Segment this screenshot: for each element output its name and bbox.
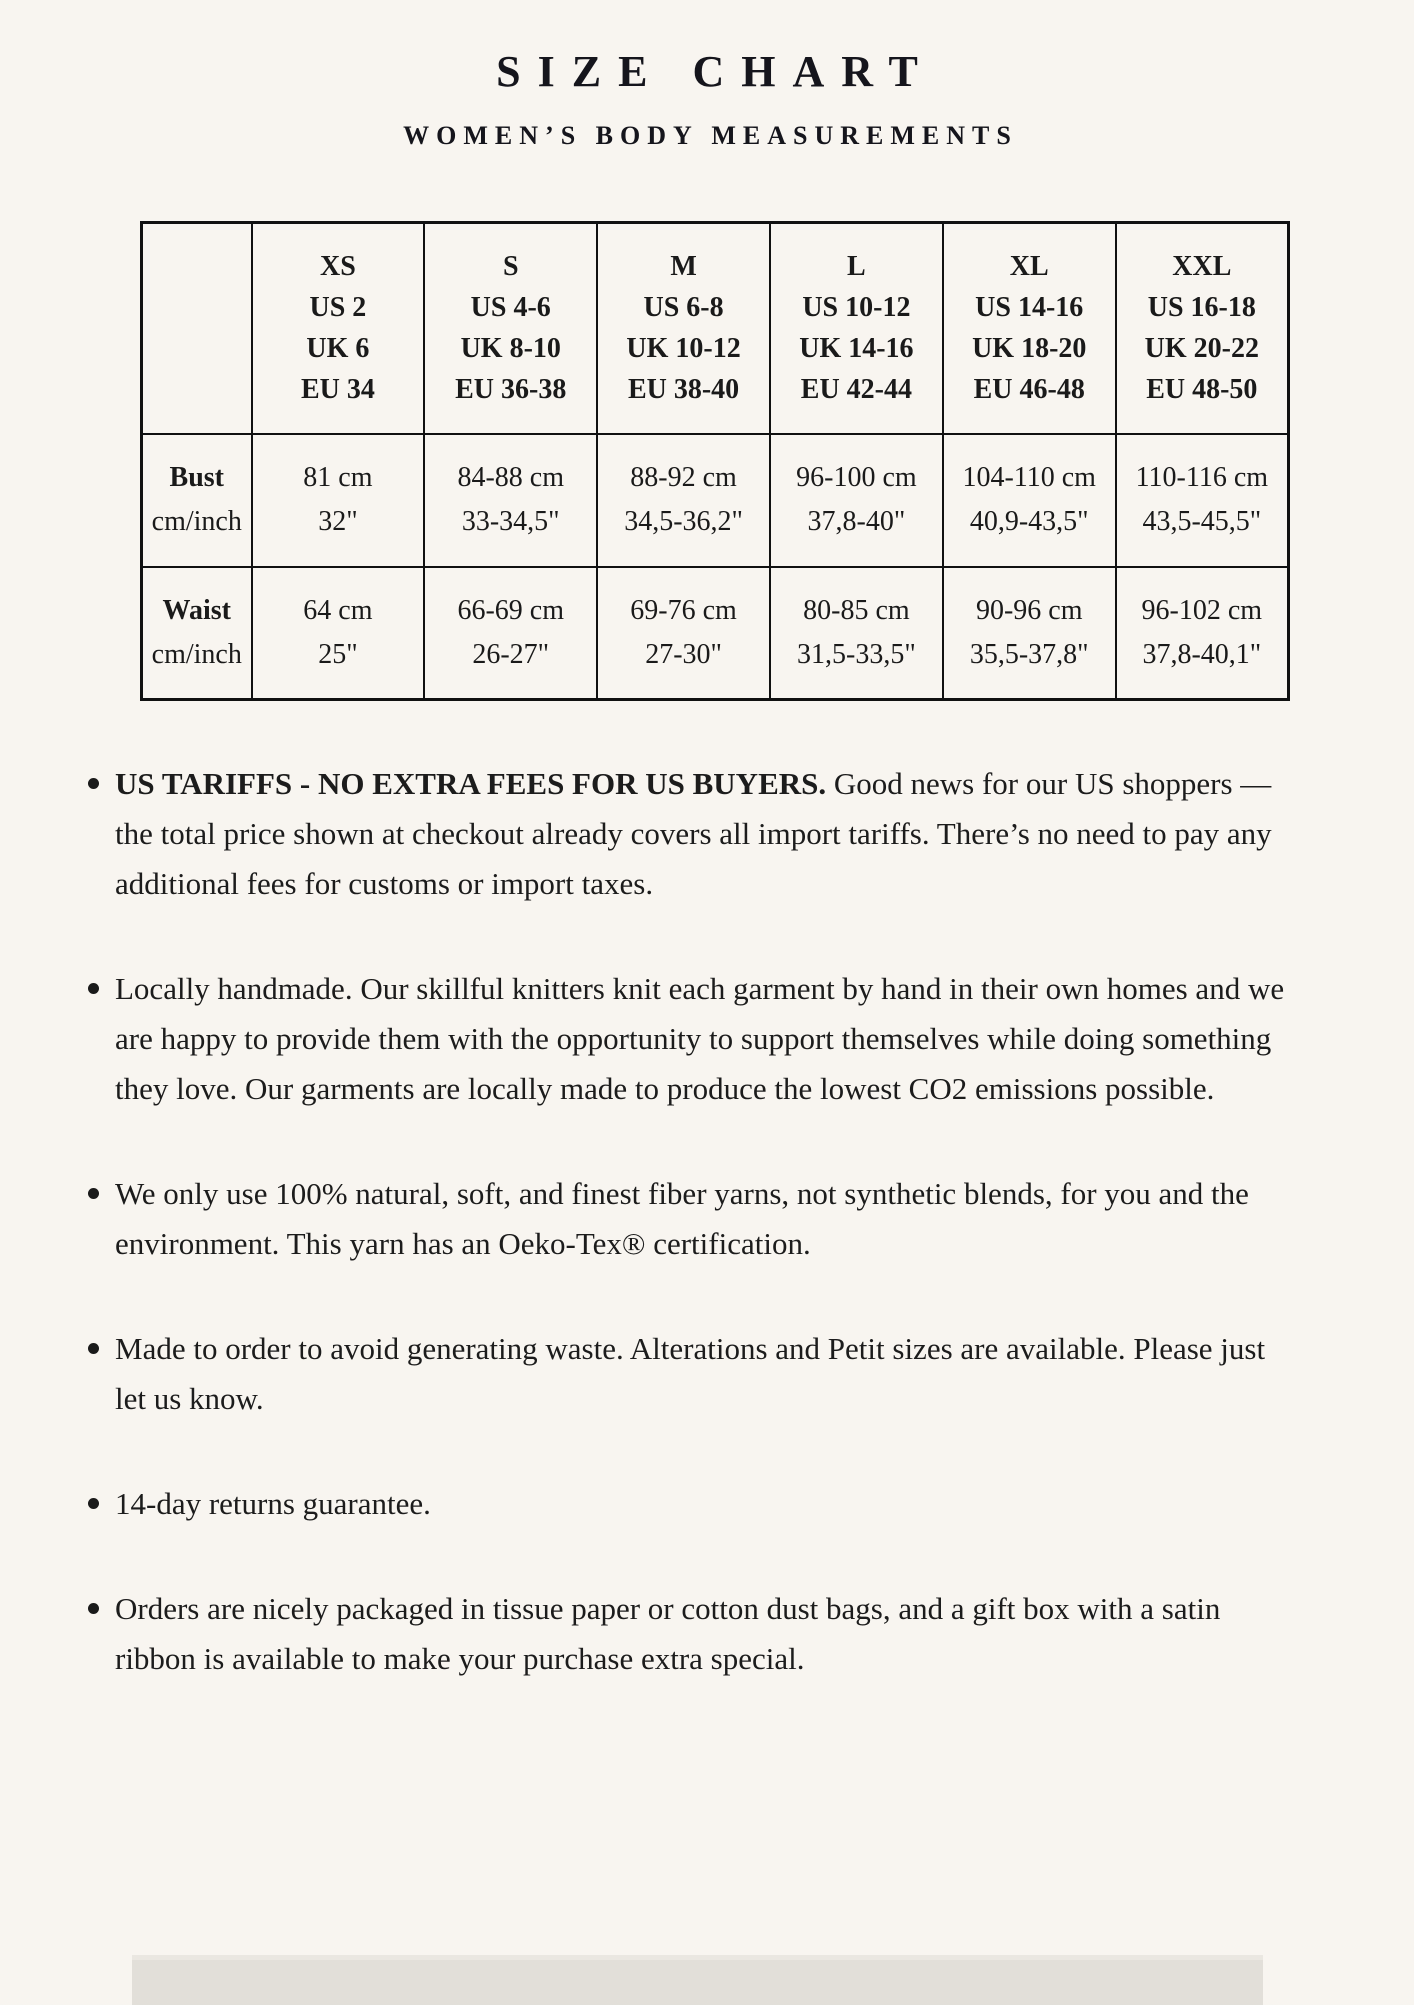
size-name: M xyxy=(670,251,697,283)
bullet-dot-icon xyxy=(88,1498,99,1509)
bullet-text xyxy=(115,1584,1303,1684)
value-inch: 37,8-40,1" xyxy=(1142,638,1262,670)
waist-xl-cell xyxy=(943,567,1116,700)
size-uk: UK 20-22 xyxy=(1144,333,1259,365)
page-header xyxy=(0,0,1414,151)
value-inch: 26-27" xyxy=(472,638,550,670)
bullet-text xyxy=(115,759,1303,909)
value-cm: 66-69 cm xyxy=(457,594,564,626)
bullet-body: 14-day returns guarantee. xyxy=(115,1486,431,1521)
value-cm: 84-88 cm xyxy=(457,462,564,493)
size-us: US 14-16 xyxy=(975,292,1084,324)
waist-m-cell xyxy=(597,567,770,700)
bullet-packaging xyxy=(88,1584,1303,1684)
bullet-dot-icon xyxy=(88,983,99,994)
size-eu: EU 36-38 xyxy=(455,374,567,406)
size-name: XS xyxy=(320,251,356,283)
size-uk: UK 8-10 xyxy=(460,333,561,365)
value-inch: 35,5-37,8" xyxy=(969,638,1089,670)
value-cm: 96-102 cm xyxy=(1141,594,1263,626)
waist-l-cell xyxy=(770,567,943,700)
size-name: XL xyxy=(1009,251,1049,283)
value-inch: 40,9-43,5" xyxy=(969,506,1089,537)
size-eu: EU 48-50 xyxy=(1146,374,1258,406)
bullet-made-to-order xyxy=(88,1324,1303,1424)
bust-xl-cell xyxy=(943,434,1116,567)
value-cm: 96-100 cm xyxy=(796,462,917,493)
bullet-text xyxy=(115,1169,1303,1269)
bust-m-cell xyxy=(597,434,770,567)
size-eu: EU 46-48 xyxy=(973,374,1085,406)
measurement-unit: cm/inch xyxy=(151,638,242,670)
bullet-dot-icon xyxy=(88,1603,99,1614)
size-chart-table xyxy=(140,221,1290,701)
value-inch: 43,5-45,5" xyxy=(1142,506,1262,537)
size-us: US 16-18 xyxy=(1147,292,1256,324)
bullet-us-tariffs xyxy=(88,759,1303,909)
size-column-xl xyxy=(943,223,1116,434)
bullet-body: Locally handmade. Our skillful knitters knit each garment by hand in their own homes and we are happy to provide them with the opportunity to support themselves while doing something they love. Our garments are locally made to produce the lowest CO2 emissions possible. xyxy=(115,971,1285,1106)
bullet-returns-guarantee xyxy=(88,1479,1303,1529)
size-us: US 4-6 xyxy=(470,292,551,324)
value-cm: 110-116 cm xyxy=(1135,462,1269,493)
size-uk: UK 10-12 xyxy=(626,333,741,365)
info-bullet-list xyxy=(88,759,1303,1684)
size-name: L xyxy=(847,251,866,283)
size-us: US 6-8 xyxy=(643,292,724,324)
measurement-name: Bust xyxy=(169,462,224,493)
size-column-l xyxy=(770,223,943,434)
value-inch: 33-34,5" xyxy=(461,506,560,537)
value-cm: 80-85 cm xyxy=(803,594,910,626)
table-corner-cell xyxy=(142,223,252,434)
size-eu: EU 38-40 xyxy=(627,374,740,406)
bullet-body: We only use 100% natural, soft, and finest fiber yarns, not synthetic blends, for you and the environment. This yarn has an Oeko-Tex® certification. xyxy=(115,1176,1249,1261)
bullet-dot-icon xyxy=(88,1188,99,1199)
size-eu: EU 42-44 xyxy=(800,374,913,406)
bust-l-cell xyxy=(770,434,943,567)
size-uk: UK 18-20 xyxy=(972,333,1087,365)
size-us: US 10-12 xyxy=(802,292,911,324)
bust-row-label xyxy=(142,434,252,567)
bullet-dot-icon xyxy=(88,778,99,789)
bust-xs-cell xyxy=(252,434,425,567)
value-inch: 31,5-33,5" xyxy=(797,638,916,670)
bullet-body: Orders are nicely packaged in tissue paper or cotton dust bags, and a gift box with a satin ribbon is available to make your purchase extra special. xyxy=(115,1591,1221,1676)
measurement-name: Waist xyxy=(162,594,231,626)
size-header-row xyxy=(142,223,1289,434)
value-cm: 81 cm xyxy=(303,462,373,493)
size-column-xs xyxy=(252,223,425,434)
page-subtitle: WOMEN’S BODY MEASUREMENTS xyxy=(403,121,1018,150)
waist-s-cell xyxy=(424,567,597,700)
measurement-unit: cm/inch xyxy=(151,506,242,537)
bust-s-cell xyxy=(424,434,597,567)
bullet-bold-lead: US TARIFFS - NO EXTRA FEES FOR US BUYERS. xyxy=(115,766,827,801)
bust-xxl-cell xyxy=(1116,434,1289,567)
bullet-locally-handmade xyxy=(88,964,1303,1114)
bullet-text xyxy=(115,1479,1303,1529)
size-column-xxl xyxy=(1116,223,1289,434)
bullet-natural-yarns xyxy=(88,1169,1303,1269)
value-cm: 69-76 cm xyxy=(630,594,737,626)
bust-row xyxy=(142,434,1289,567)
value-cm: 64 cm xyxy=(303,594,373,626)
size-eu: EU 34 xyxy=(300,374,375,406)
bottom-decorative-bar xyxy=(132,1955,1263,2005)
size-uk: UK 6 xyxy=(306,333,370,365)
waist-xs-cell xyxy=(252,567,425,700)
value-inch: 32" xyxy=(318,506,358,537)
waist-row-label xyxy=(142,567,252,700)
bullet-dot-icon xyxy=(88,1343,99,1354)
size-us: US 2 xyxy=(309,292,367,324)
size-column-m xyxy=(597,223,770,434)
size-column-s xyxy=(424,223,597,434)
value-cm: 90-96 cm xyxy=(975,594,1083,626)
size-uk: UK 14-16 xyxy=(799,333,914,365)
size-name: XXL xyxy=(1172,251,1232,283)
waist-xxl-cell xyxy=(1116,567,1289,700)
waist-row xyxy=(142,567,1289,700)
value-cm: 88-92 cm xyxy=(630,462,737,493)
page-title: SIZE CHART xyxy=(496,47,935,96)
value-inch: 37,8-40" xyxy=(807,506,906,537)
size-name: S xyxy=(502,251,519,283)
value-cm: 104-110 cm xyxy=(962,462,1096,493)
bullet-body: Made to order to avoid generating waste. Alterations and Petit sizes are available. Please just let us know. xyxy=(115,1331,1266,1416)
bullet-body: Good news for our US shoppers — the total price shown at checkout already covers all import tariffs. There’s no need to pay any additional fees for customs or import taxes. xyxy=(115,766,1272,901)
bullet-text xyxy=(115,1324,1303,1424)
bullet-text xyxy=(115,964,1303,1114)
value-inch: 27-30" xyxy=(645,638,722,670)
value-inch: 34,5-36,2" xyxy=(624,506,743,537)
value-inch: 25" xyxy=(318,638,358,670)
